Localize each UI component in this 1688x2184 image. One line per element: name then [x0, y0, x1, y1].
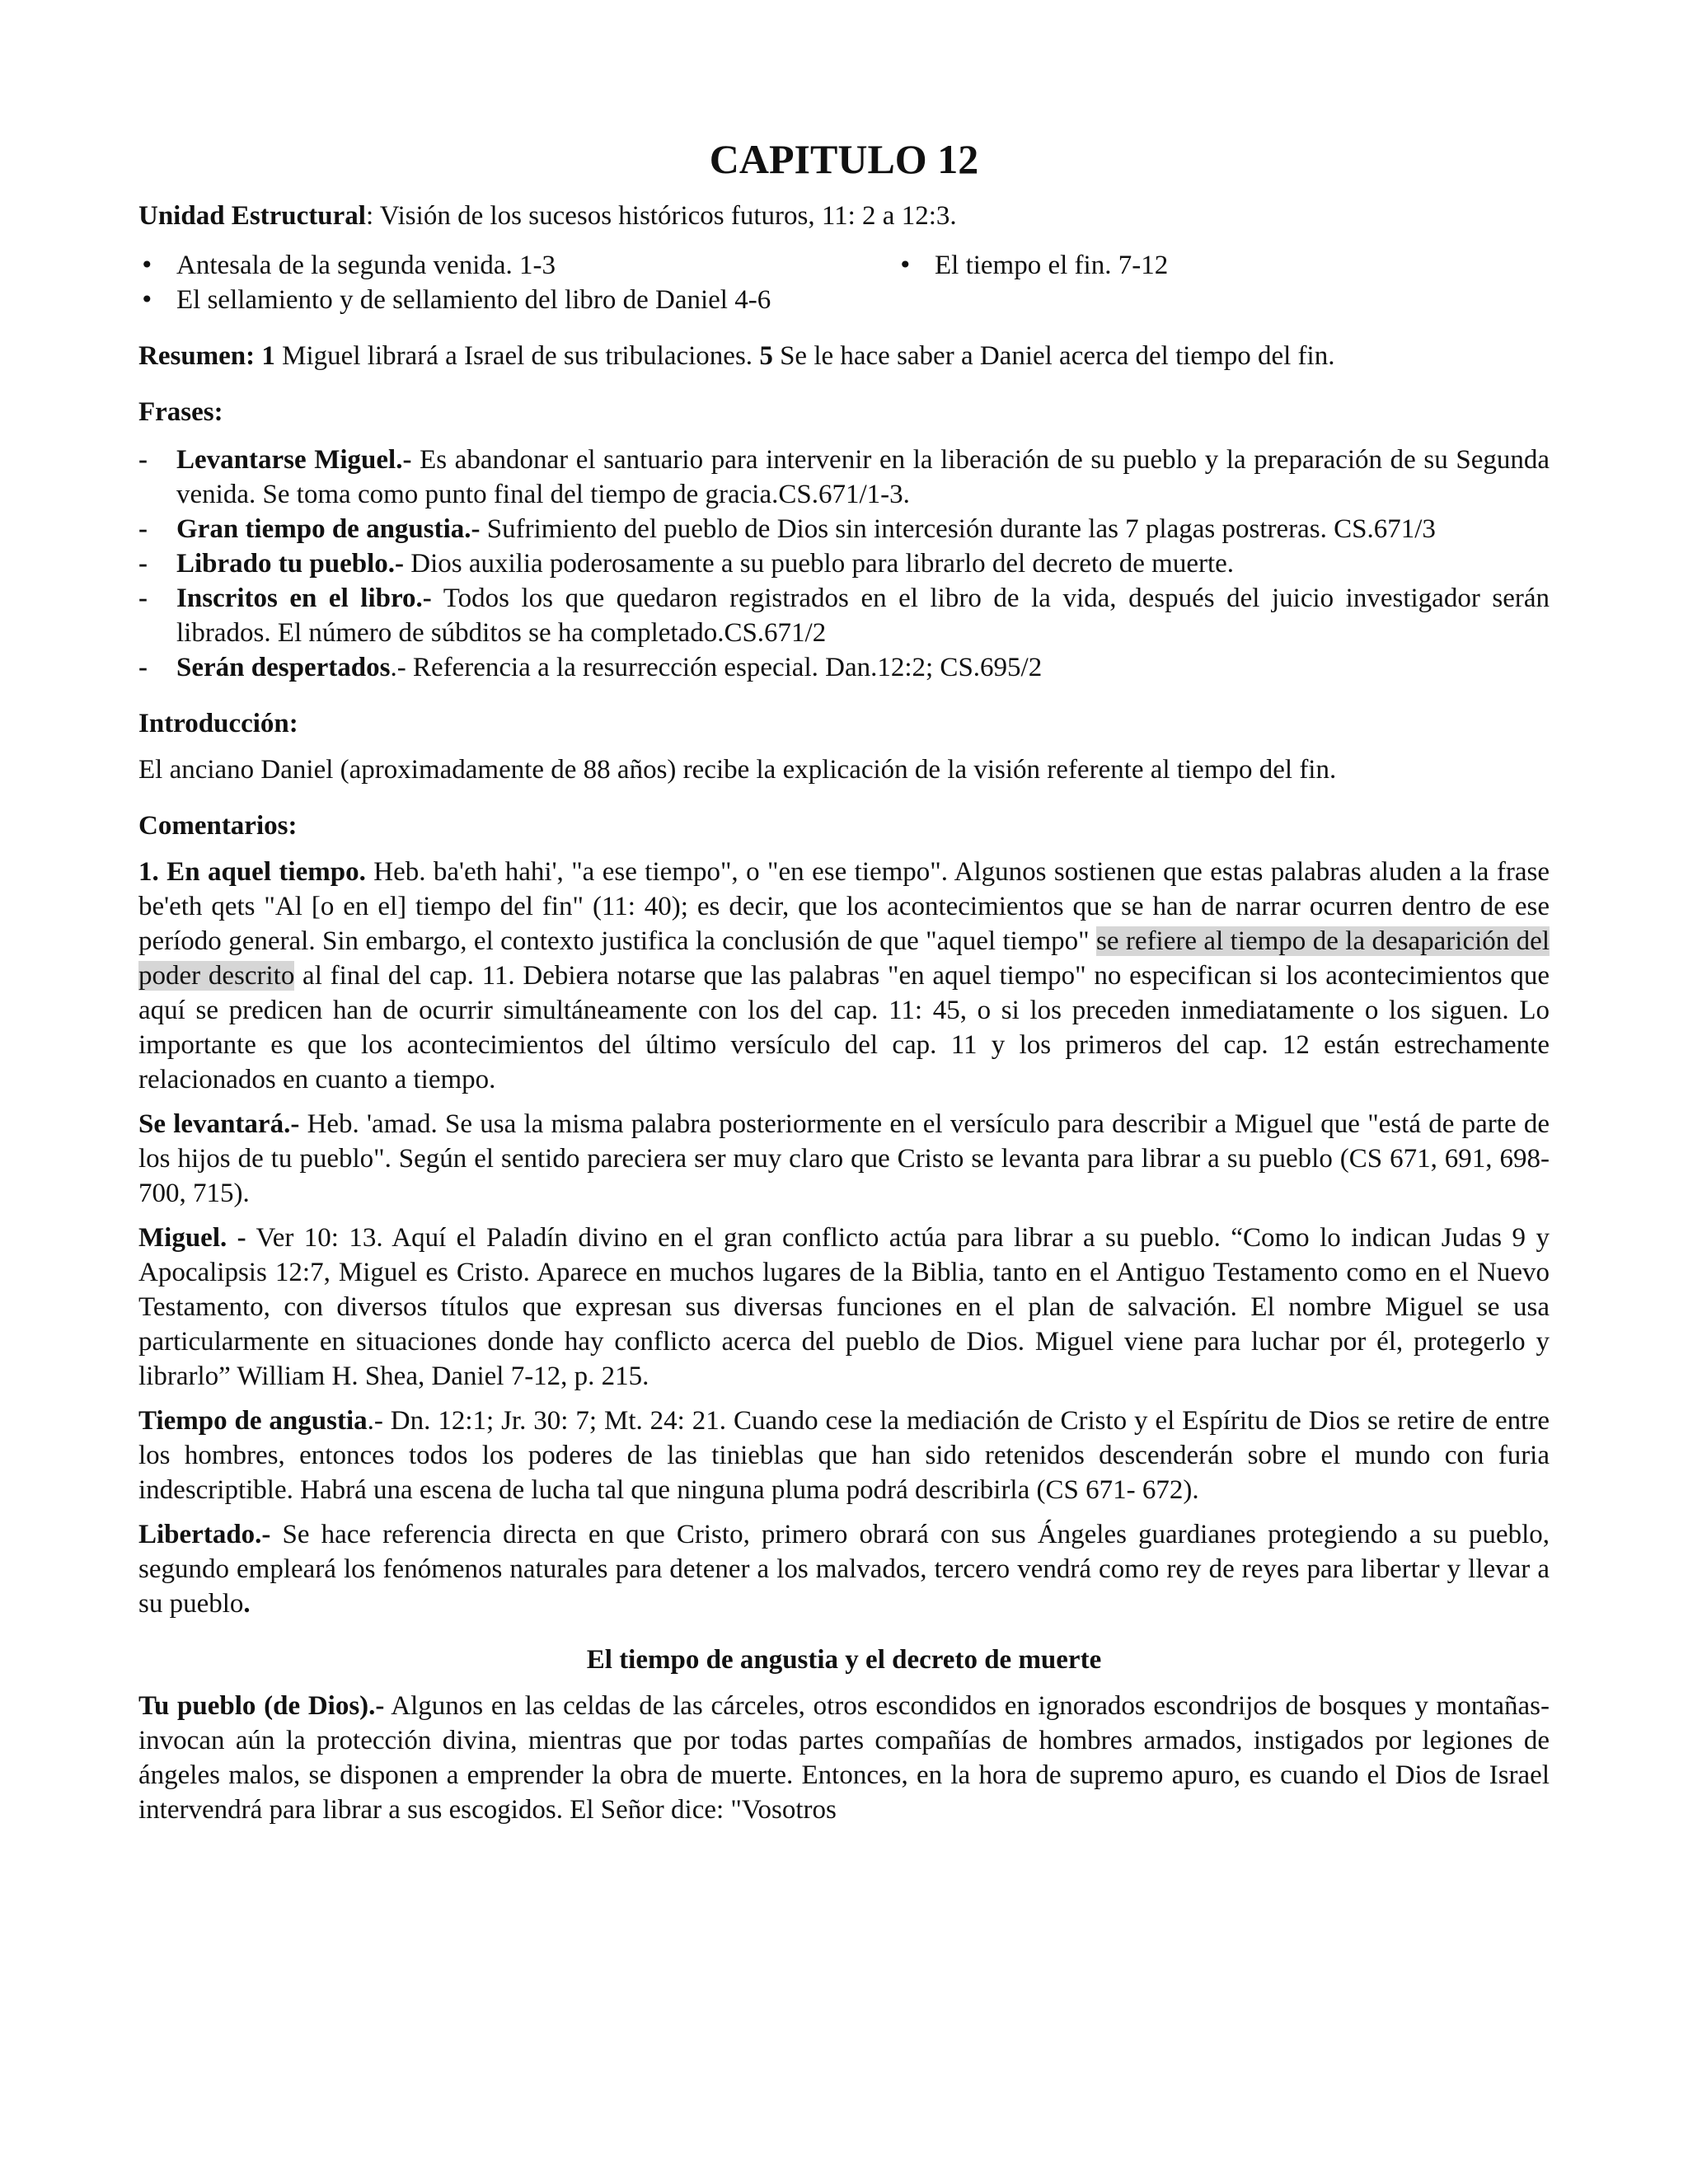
comentario-en-aquel-tiempo: 1. En aquel tiempo. Heb. ba'eth hahi', "a ese tiempo", o "en ese tiempo". Algunos sostienen que estas palabras aluden a la frase be'eth qets "Al [o en el] tiempo del fin" (11: 40); es decir, que los acontecimientos que se han de narrar ocurren dentro de ese período general. Sin embargo, el contexto justifica la conclusión de que "aquel tiempo" se refiere al tiempo de la desaparición del poder descrito al final del cap. 11. Debiera notarse que las palabras "en aquel tiempo" no especifican si los acontecimientos que aquí se predicen han de ocurrir simultáneamente con los del cap. 11: 45, o si los preceden inmediatamente o los siguen. Lo importante es que los acontecimientos del último versículo del cap. 11 y los primeros del cap. 12 están estrechamente relacionados en cuanto a tiempo. [138, 857, 1550, 1094]
comentario-miguel: Miguel. - Ver 10: 13. Aquí el Paladín divino en el gran conflicto actúa para librar a su pueblo. “Como lo indican Judas 9 y Apocalipsis 12:7, Miguel es Cristo. Aparece en muchos lugares de la Biblia, tanto en el Antiguo Testamento como en el Nuevo Testamento, con diversos títulos que expresan sus diversas funciones en el plan de salvación. El nombre Miguel se usa particularmente en situaciones donde hay conflicto acerca del pueblo de Dios. Miguel viene para luchar por él, protegerlo y librarlo” William H. Shea, Daniel 7-12, p. 215. [138, 1223, 1550, 1391]
seccion-tu-pueblo: Tu pueblo (de Dios).- Algunos en las celdas de las cárceles, otros escondidos en ignorados escondrijos de bosques y montañas- invocan aún la protección divina, mientras que por todas partes compañías de hombres armados, instigados por legiones de ángeles malos, se disponen a emprender la obra de muerte. Entonces, en la hora de supremo apuro, es cuando el Dios de Israel intervendrá para librar a sus escogidos. El Señor dice: "Vosotros [138, 1691, 1550, 1825]
frases-heading: Frases: [138, 397, 223, 427]
bullet-icon: • [898, 251, 912, 279]
bullet-icon: • [140, 251, 154, 279]
frase-item: - Levantarse Miguel.- Es abandonar el santuario para intervenir en la liberación de su pueblo y la preparación de su Segunda venida. Se toma como punto final del tiempo de gracia.CS.671/1-3. [138, 443, 1550, 512]
bullet-item: • Antesala de la segunda venida. 1-3 [138, 248, 897, 283]
bullet-item: • El sellamiento y de sellamiento del libro de Daniel 4-6 [138, 283, 897, 317]
frase-item: - Gran tiempo de angustia.- Sufrimiento del pueblo de Dios sin intercesión durante las 7 plagas postreras. CS.671/3 [138, 512, 1550, 546]
bullet-column-right [897, 248, 1391, 317]
comentarios-heading: Comentarios: [138, 811, 298, 841]
comentario-se-levantara: Se levantará.- Heb. 'amad. Se usa la misma palabra posteriormente en el versículo para describir a Miguel que "está de parte de los hijos de tu pueblo". Según el sentido pareciera ser muy claro que Cristo se levanta para librar a su pueblo (CS 671, 691, 698-700, 715). [138, 1109, 1550, 1208]
bullet-column-left [138, 248, 897, 317]
page-title: CAPITULO 12 [709, 136, 979, 182]
highlighted-text: se refiere al tiempo de la desaparición del poder descrito [138, 926, 1550, 991]
section-heading: El tiempo de angustia y el decreto de muerte [586, 1645, 1102, 1675]
dash-marker: - [138, 514, 148, 544]
frases-list [138, 443, 1550, 685]
frase-item: - Librado tu pueblo.- Dios auxilia poderosamente a su pueblo para librarlo del decreto de muerte. [138, 546, 1550, 581]
comentario-tiempo-de-angustia: Tiempo de angustia.- Dn. 12:1; Jr. 30: 7; Mt. 24: 21. Cuando cese la mediación de Cristo y el Espíritu de Dios se retire de entre los hombres, entonces todos los poderes de las tinieblas que han sido retenidos descenderán sobre el mundo con furia indescriptible. Habrá una escena de lucha tal que ninguna pluma podrá describirla (CS 671- 672). [138, 1406, 1550, 1505]
frase-item: - Serán despertados.- Referencia a la resurrección especial. Dan.12:2; CS.695/2 [138, 650, 1550, 685]
resumen: Resumen: 1 Miguel librará a Israel de sus tribulaciones. 5 Se le hace saber a Daniel acerca del tiempo del fin. [138, 341, 1335, 371]
unidad-text: : Visión de los sucesos históricos futuros, 11: 2 a 12:3. [365, 201, 957, 231]
introduccion-text: El anciano Daniel (aproximadamente de 88 años) recibe la explicación de la visión referente al tiempo del fin. [138, 755, 1337, 785]
bullet-icon: • [140, 286, 154, 313]
outline-bullets [138, 248, 1550, 317]
unidad-estructural [138, 199, 1550, 233]
dash-marker: - [138, 583, 148, 613]
unidad-label: Unidad Estructural [138, 201, 366, 231]
frase-item: - Inscritos en el libro.- Todos los que quedaron registrados en el libro de la vida, después del juicio investigador serán librados. El número de súbditos se ha completado.CS.671/2 [138, 581, 1550, 650]
bullet-item: • El tiempo el fin. 7-12 [897, 248, 1391, 283]
dash-marker: - [138, 445, 148, 475]
dash-marker: - [138, 653, 148, 682]
introduccion-heading: Introducción: [138, 709, 298, 738]
comentario-libertado: Libertado.- Se hace referencia directa en que Cristo, primero obrará con sus Ángeles guardianes protegiendo a su pueblo, segundo empleará los fenómenos naturales para detener a los malvados, tercero vendrá como rey de reyes para libertar y llevar a su pueblo. [138, 1520, 1550, 1619]
dash-marker: - [138, 549, 148, 579]
